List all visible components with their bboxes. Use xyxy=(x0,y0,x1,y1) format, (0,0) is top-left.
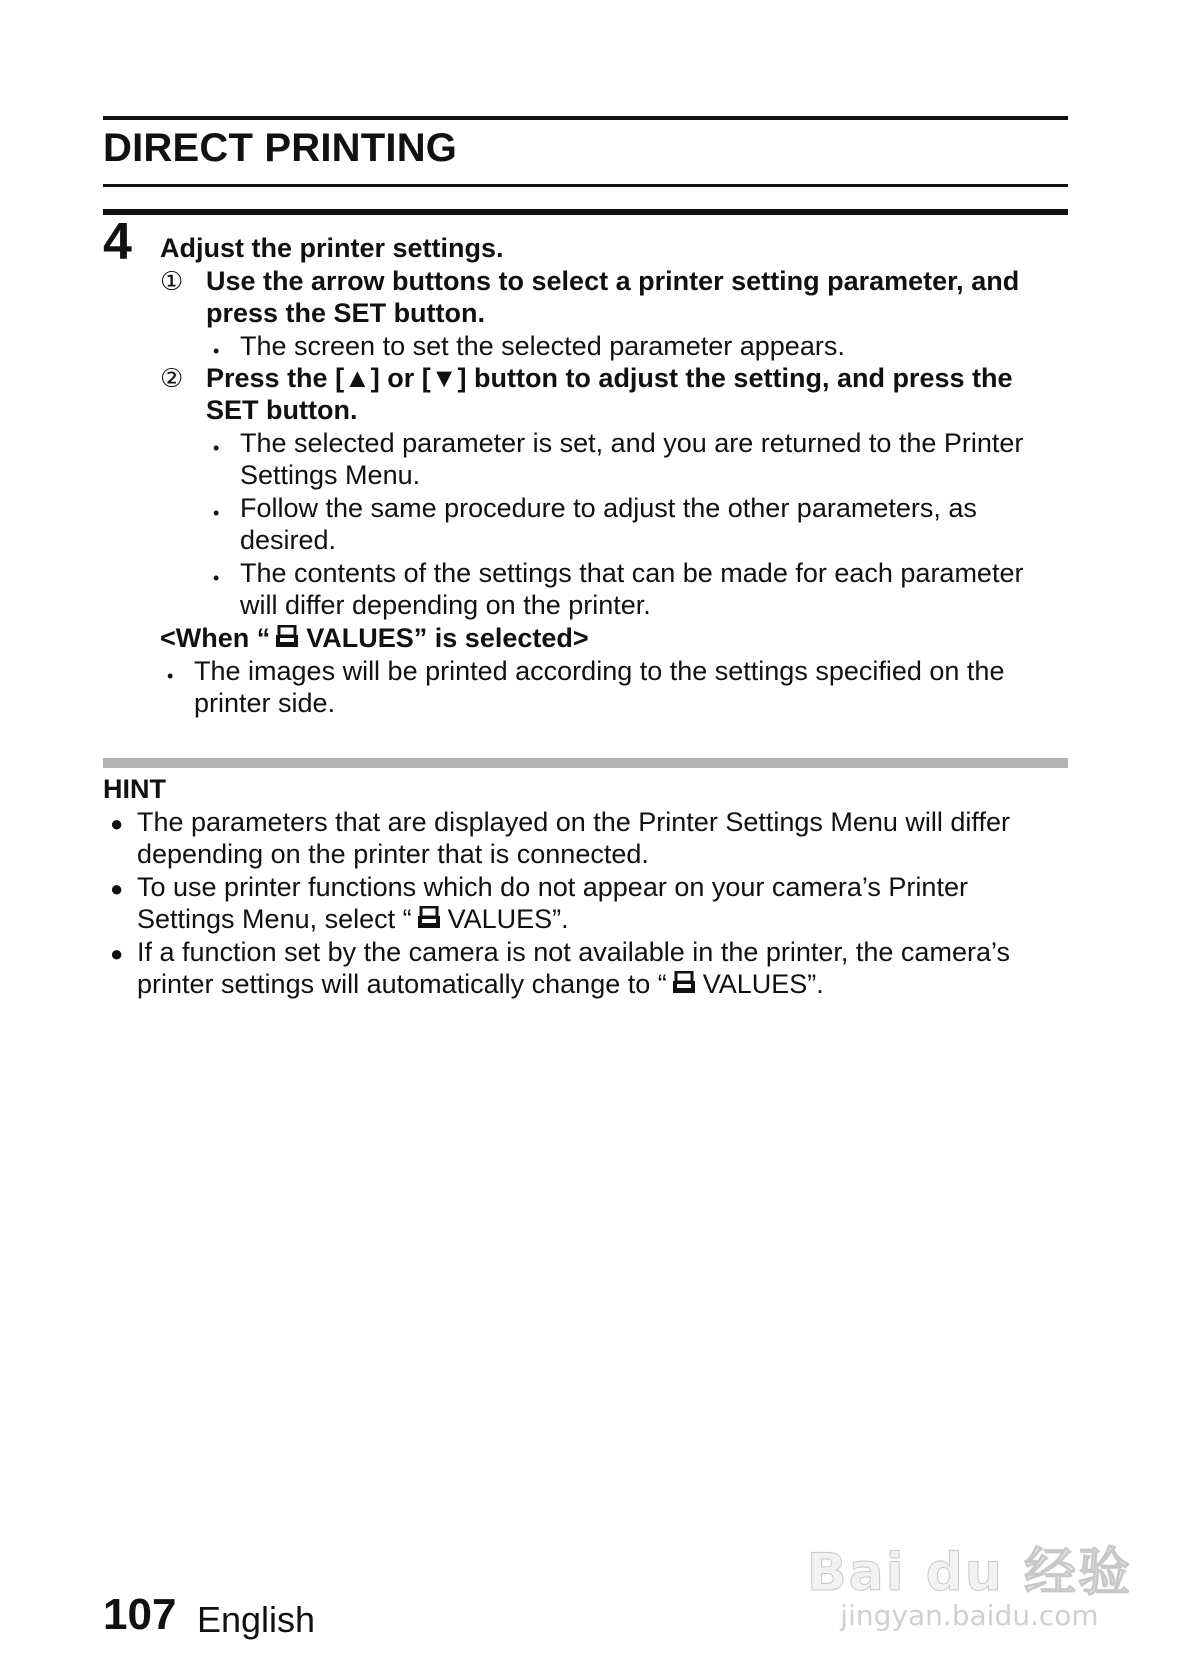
sub-step-1-bullet-1: The screen to set the selected parameter appears. xyxy=(240,331,845,361)
sub-step-2-line2: SET button. xyxy=(206,395,358,425)
hint-item-3-line2 xyxy=(137,968,824,1003)
hint-item-2-line1: To use printer functions which do not appear on your camera’s Printer xyxy=(137,872,968,902)
when-values-bullet-line2: printer side. xyxy=(194,688,336,718)
when-values-heading xyxy=(160,622,589,657)
sub-step-2-bullet-1-line2: Settings Menu. xyxy=(240,460,421,490)
hint-divider xyxy=(103,758,1068,768)
printer-icon xyxy=(274,624,300,657)
sub-step-1-line1: Use the arrow buttons to select a printer setting parameter, and xyxy=(206,266,1020,296)
baidu-watermark xyxy=(807,1530,1132,1632)
bullet-marker: • xyxy=(213,341,220,361)
sub-step-2-bullet-3-line1: The contents of the settings that can be made for each parameter xyxy=(240,558,1024,588)
bullet-marker: • xyxy=(213,568,220,588)
hint-item-3-line1: If a function set by the camera is not available in the printer, the camera’s xyxy=(137,937,1010,967)
hint-bullet-marker: ● xyxy=(110,811,124,836)
hint-item-2-prefix: Settings Menu, select “ xyxy=(137,904,412,934)
bullet-marker: • xyxy=(213,438,220,458)
page-number: 107 xyxy=(103,1590,177,1639)
printer-icon xyxy=(671,970,697,1003)
when-values-suffix: VALUES” is selected> xyxy=(306,623,589,653)
when-values-bullet-line1: The images will be printed according to the settings specified on the xyxy=(194,656,1005,686)
hint-item-2-suffix: VALUES”. xyxy=(447,904,569,934)
hint-item-3-suffix: VALUES”. xyxy=(702,969,824,999)
printer-icon xyxy=(416,905,442,938)
hint-item-3-prefix: printer settings will automatically change to “ xyxy=(137,969,667,999)
section-rule xyxy=(103,209,1068,215)
sub-step-2-bullet-1-line1: The selected parameter is set, and you are returned to the Printer xyxy=(240,428,1024,458)
page-language: English xyxy=(197,1599,316,1640)
sub-step-2-marker: ② xyxy=(160,363,184,393)
sub-step-1-marker: ① xyxy=(160,266,184,296)
hint-item-1-line1: The parameters that are displayed on the Printer Settings Menu will differ xyxy=(137,807,1010,837)
hint-title: HINT xyxy=(103,774,166,804)
hint-bullet-marker: ● xyxy=(110,876,124,901)
header-top-rule xyxy=(103,116,1068,120)
watermark-url: jingyan.baidu.com xyxy=(840,1599,1099,1632)
when-values-prefix: <When “ xyxy=(160,623,271,653)
hint-item-1-line2: depending on the printer that is connected. xyxy=(137,839,649,869)
sub-step-2-line1: Press the [▲] or [▼] button to adjust the setting, and press the xyxy=(206,363,1013,393)
hint-item-2-line2 xyxy=(137,903,569,938)
sub-step-1-line2: press the SET button. xyxy=(206,298,486,328)
sub-step-2-bullet-2-line1: Follow the same procedure to adjust the other parameters, as xyxy=(240,493,977,523)
page-title: DIRECT PRINTING xyxy=(103,126,458,170)
hint-bullet-marker: ● xyxy=(110,941,124,966)
step-heading: Adjust the printer settings. xyxy=(160,233,504,263)
header-bottom-rule xyxy=(103,184,1068,187)
sub-step-2-bullet-3-line2: will differ depending on the printer. xyxy=(240,590,651,620)
bullet-marker: • xyxy=(213,503,220,523)
sub-step-2-bullet-2-line2: desired. xyxy=(240,525,337,555)
step-number: 4 xyxy=(103,213,132,271)
bullet-marker: • xyxy=(167,666,174,686)
watermark-logo-text: Bai du 经验 xyxy=(807,1543,1132,1603)
